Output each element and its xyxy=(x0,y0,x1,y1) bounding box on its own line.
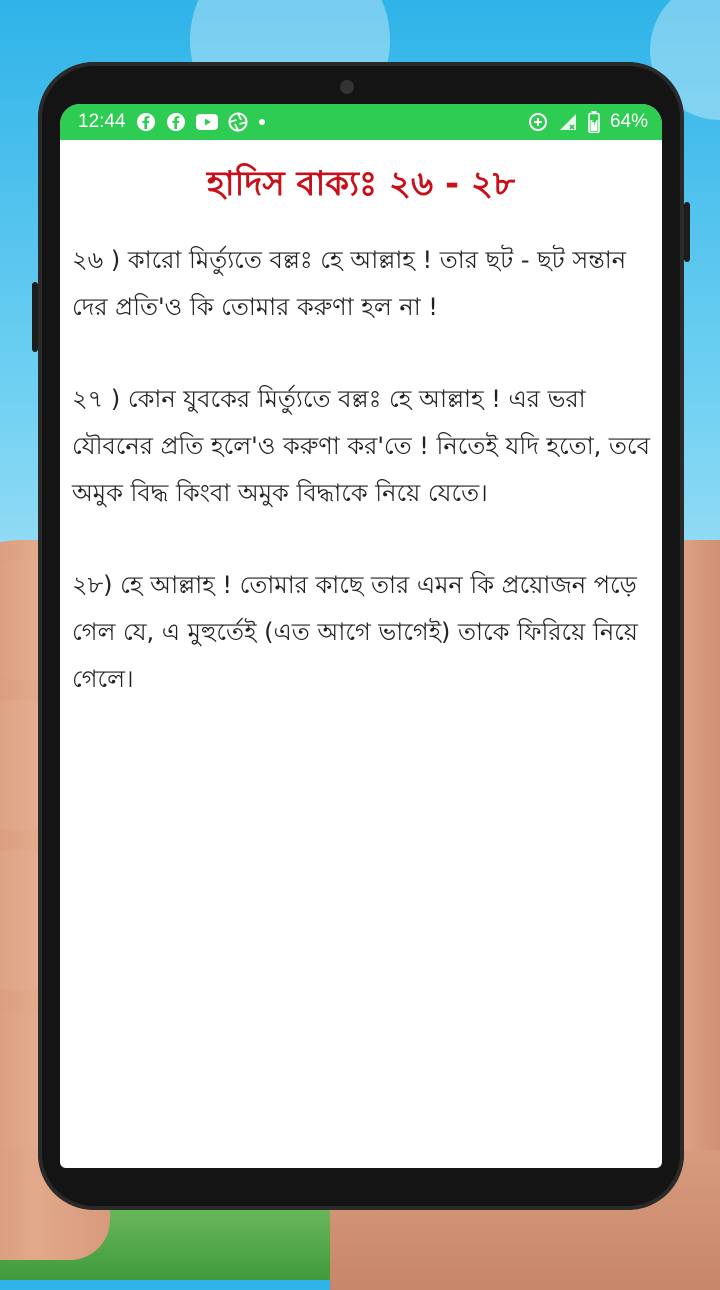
battery-icon xyxy=(588,111,600,133)
status-bar xyxy=(60,104,662,140)
phone-side-button xyxy=(684,202,690,262)
hadith-paragraph-26: ২৬ ) কারো মির্ত্যুতে বল্লঃ হে আল্লাহ ! তার ছট - ছট সন্তান দের প্রতি'ও কি তোমার করুণা হল না ! xyxy=(72,246,627,321)
hadith-content xyxy=(60,237,662,703)
battery-percentage: 64% xyxy=(609,111,648,132)
facebook-icon xyxy=(166,112,186,132)
phone-side-button xyxy=(32,282,38,352)
page-title: হাদিস বাক্যঃ ২৬ - ২৮ xyxy=(206,164,516,204)
dot-icon xyxy=(258,118,266,126)
youtube-icon xyxy=(196,114,218,130)
aperture-icon xyxy=(228,112,248,132)
hadith-paragraph-28: ২৮) হে আল্লাহ ! তোমার কাছে তার এমন কি প্রয়োজন পড়ে গেল যে, এ মুহুর্তেই (এত আগে ভাগেই) তাকে ফিরিয়ে নিয়ে গেলে। xyxy=(72,571,638,693)
app-screen xyxy=(60,104,662,1168)
data-saver-icon xyxy=(528,112,548,132)
hadith-paragraph-27: ২৭ ) কোন যুবকের মির্ত্যুতে বল্লঃ হে আল্লাহ ! এর ভরা যৌবনের প্রতি হলে'ও করুণা কর'তে ! নিতেই যদি হতো, তবে অমুক বিদ্ধ কিংবা অমুক বিদ্ধাকে নিয়ে যেতে। xyxy=(72,385,650,507)
facebook-icon xyxy=(136,112,156,132)
phone-camera xyxy=(340,80,354,94)
signal-icon xyxy=(558,112,578,132)
phone-frame xyxy=(38,62,684,1210)
status-time: 12:44 xyxy=(78,111,126,132)
